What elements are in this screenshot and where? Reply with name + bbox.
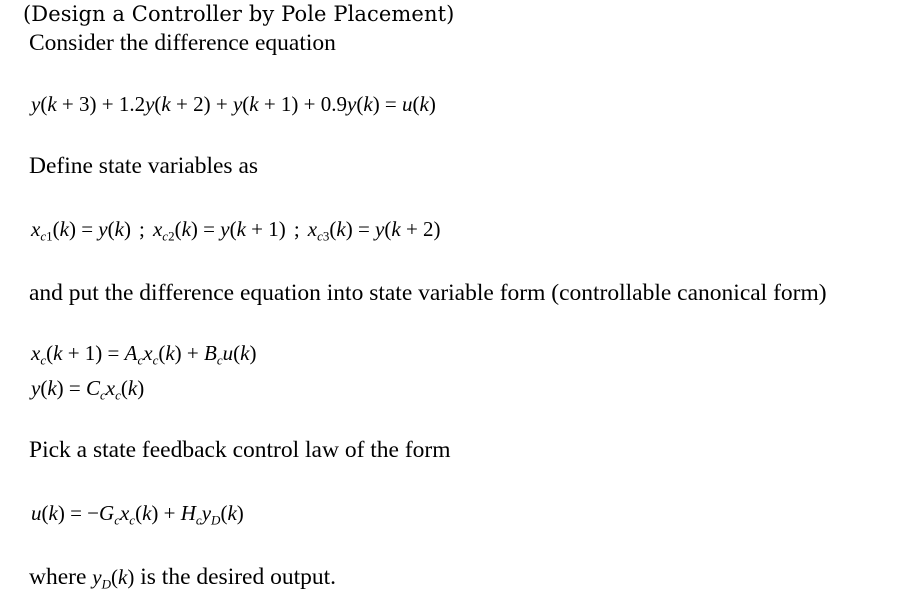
state-form-equation-2: $y(k) = C_cx_c(k)$ bbox=[31, 376, 145, 403]
where-word: where bbox=[29, 564, 87, 590]
state-form-text: and put the difference equation into state variable form (controllable canonical form) bbox=[29, 280, 827, 306]
difference-equation-math: y(k + 3) + 1.2y(k + 2) + y(k + 1) + 0.9y(k) = u(k) bbox=[31, 92, 436, 116]
desired-output-text bbox=[29, 564, 336, 591]
intro-text: Consider the difference equation bbox=[29, 30, 336, 56]
state-variables-equation: $x_{c1}(k) = y(k)$ ; $x_{c2}(k) = y(k + 1)$ ; $x_{c3}(k) = y(k + 2)$ bbox=[31, 217, 441, 244]
page-header: (Design a Controller by Pole Placement) bbox=[23, 2, 455, 26]
desired-output-symbol: $y_D(k)$ bbox=[92, 565, 135, 592]
desired-output-description: is the desired output. bbox=[140, 564, 337, 590]
state-form-equation-1: $x_c(k + 1) = A_cx_c(k) + B_cu(k)$ bbox=[31, 341, 257, 368]
define-text: Define state variables as bbox=[29, 153, 259, 179]
difference-equation bbox=[31, 92, 436, 117]
control-law-equation: $u(k) = -G_cx_c(k) + H_cy_D(k)$ bbox=[31, 501, 244, 528]
control-law-text: Pick a state feedback control law of the form bbox=[29, 437, 451, 463]
